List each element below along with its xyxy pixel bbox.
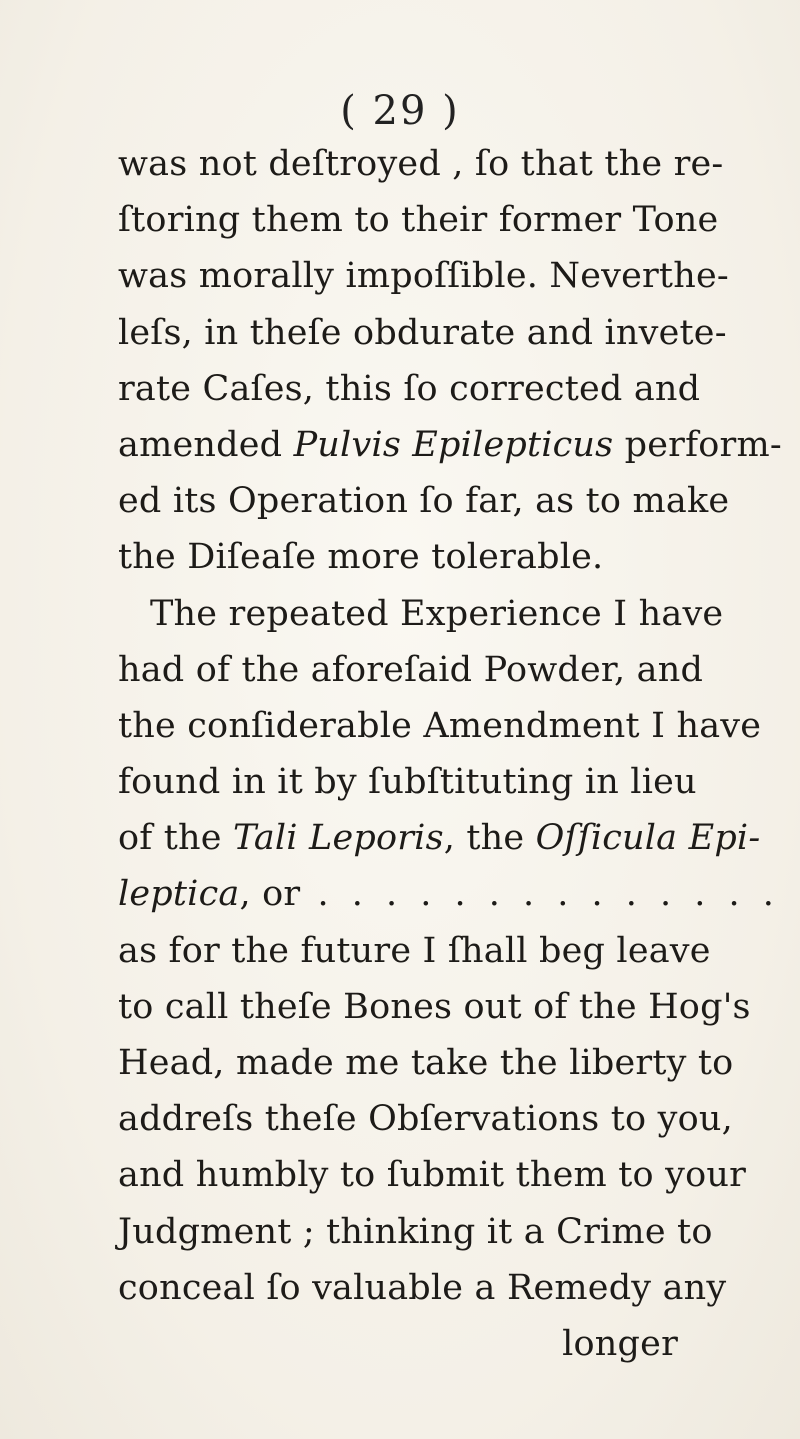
text-line: had of the aforeſaid Powder, and [118,649,704,690]
text-line: was morally impoſſible. Neverthe- [118,256,729,297]
body-text [118,136,782,1372]
text-line: rate Caſes, this ſo corrected and [118,368,701,409]
text-line: the conſiderable Amendment I have [118,705,762,746]
text-line: amended Pulvis Epilepticus perform- [118,424,782,465]
text-line: as for the future I ſhall beg leave [118,930,711,971]
ellipsis-dots: . . . . . . . . . . . . . . [300,874,780,915]
latin-term: Oſſicula Epi- [535,818,761,859]
text-line: Head, made me take the liberty to [118,1043,734,1083]
text-line: leſs, in theſe obdurate and invete- [118,312,727,353]
text-line: Judgment ; thinking it a Crime to [118,1211,713,1252]
catchword: longer [562,1323,678,1364]
text-line: The repeated Experience I have [150,593,724,634]
text-line: ſtoring them to their former Tone [118,200,719,241]
text-line: ed its Operation ſo far, as to make [118,481,730,522]
text-line: found in it by ſubſtituting in lieu [118,762,697,803]
text-line: and humbly to ſubmit them to your [118,1155,747,1196]
text-line: the Diſeaſe more tolerable. [118,537,604,578]
text-line: addreſs theſe Obſervations to you, [118,1099,733,1140]
text-line: leptica, or . . . . . . . . . . . . . . [118,874,780,915]
latin-term: leptica [118,874,240,915]
text-line: was not deſtroyed , ſo that the re- [118,144,724,184]
latin-term: Tali Leporis [233,818,444,859]
text-line: of the Tali Leporis, the Oſſicula Epi- [118,818,761,859]
page-number: ( 29 ) [340,88,460,134]
text-line: conceal ſo valuable a Remedy any [118,1267,727,1308]
text-line: to call theſe Bones out of the Hog's [118,986,751,1027]
latin-term: Pulvis Epilepticus [293,424,614,465]
